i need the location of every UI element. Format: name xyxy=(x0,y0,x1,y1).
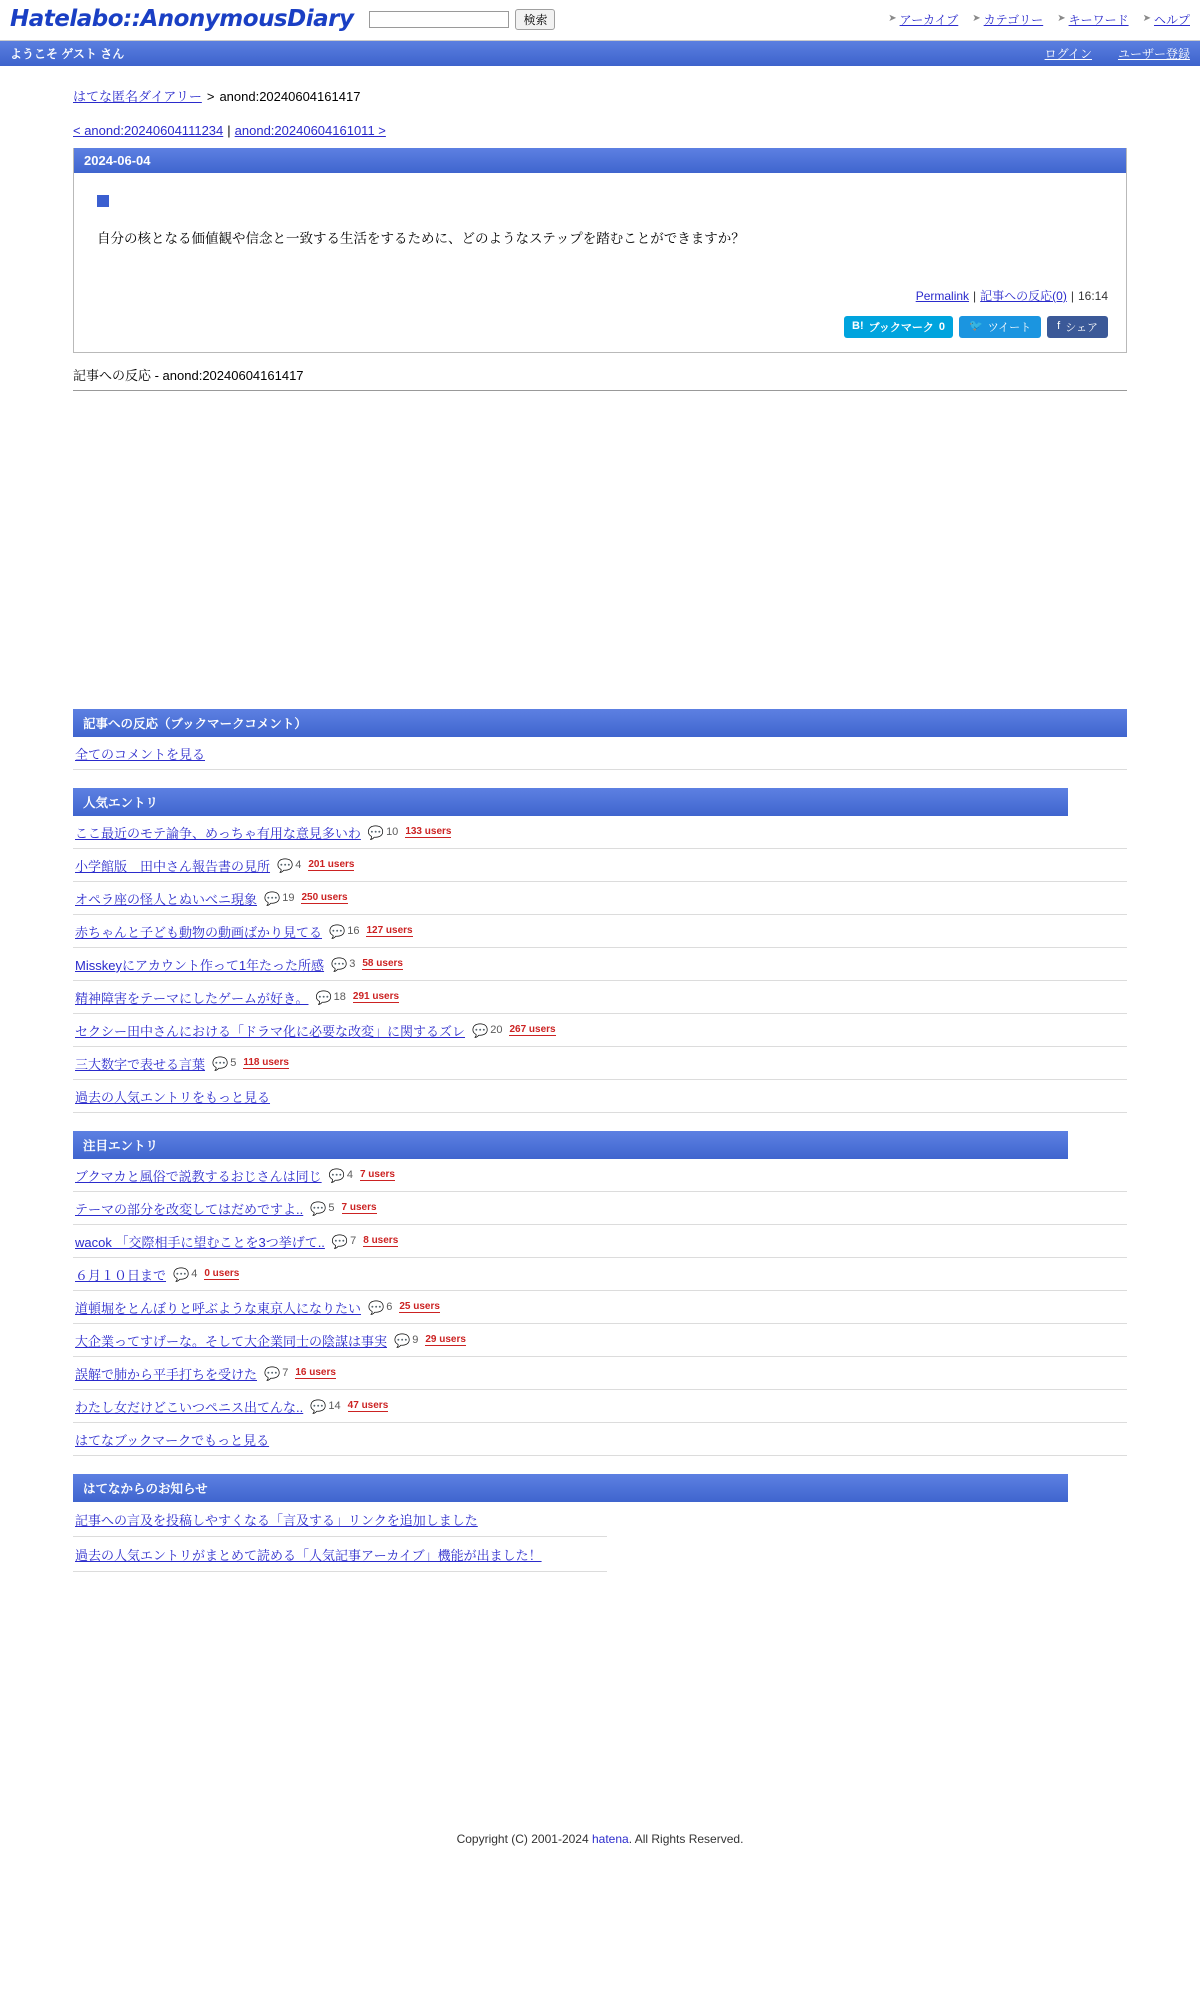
users-badge[interactable]: 58 users xyxy=(362,958,403,970)
list-item[interactable] xyxy=(73,1390,1127,1423)
comment-count-value: 9 xyxy=(412,1334,419,1347)
breadcrumb-home[interactable]: はてな匿名ダイアリー xyxy=(73,89,202,104)
entry-title-link[interactable]: Misskeyにアカウント作って1年たった所感 xyxy=(75,957,325,973)
entry-bullet-icon xyxy=(97,195,109,207)
entry-title-link[interactable]: わたし女だけどこいつペニス出てんな.. xyxy=(75,1399,304,1415)
search-input[interactable] xyxy=(369,11,509,28)
nav-label-category[interactable]: カテゴリー xyxy=(983,12,1044,27)
chevron-right-icon: ➤ xyxy=(888,13,897,24)
page-footer xyxy=(0,1822,1200,1870)
users-badge[interactable]: 0 users xyxy=(204,1268,240,1280)
comment-bubble-icon: 💬 xyxy=(329,923,346,939)
list-item[interactable] xyxy=(73,1047,1127,1080)
nav-item-archive[interactable] xyxy=(888,11,958,28)
entry-title-link[interactable]: セクシー田中さんにおける「ドラマ化に必要な改変」に関するズレ xyxy=(75,1023,466,1039)
comment-bubble-icon: 💬 xyxy=(212,1055,229,1071)
ad-placeholder xyxy=(60,391,1140,691)
featured-entries-module xyxy=(73,1131,1127,1456)
list-item[interactable] xyxy=(73,816,1127,849)
comment-count-value: 7 xyxy=(282,1367,289,1380)
site-logo[interactable] xyxy=(10,6,353,32)
entry-title-link[interactable]: ６月１０日まで xyxy=(75,1267,167,1283)
breadcrumb-current: anond:20240604161417 xyxy=(219,89,361,104)
copyright-suffix: . All Rights Reserved. xyxy=(628,1831,744,1846)
popular-more-link[interactable]: 過去の人気エントリをもっと見る xyxy=(75,1089,271,1105)
register-link[interactable]: ユーザー登録 xyxy=(1117,47,1190,61)
hatena-b-icon: B! xyxy=(852,320,864,333)
list-item[interactable] xyxy=(73,1324,1127,1357)
comment-count xyxy=(472,1024,502,1037)
entry-reactions-link[interactable]: 記事への反応(0) xyxy=(980,288,1067,303)
user-bar-actions xyxy=(1045,45,1190,62)
comment-count-value: 5 xyxy=(328,1202,335,1215)
comment-count-value: 20 xyxy=(490,1024,503,1037)
list-item[interactable] xyxy=(73,915,1127,948)
entry-title-link[interactable]: ここ最近のモテ論争、めっちゃ有用な意見多いわ xyxy=(75,825,361,841)
users-badge[interactable]: 291 users xyxy=(352,991,400,1003)
notices-header: はてなからのお知らせ xyxy=(73,1474,1068,1502)
entry-title-link[interactable]: 小学館版 田中さん報告書の見所 xyxy=(75,858,271,874)
logo-sub: AnonymousDiary xyxy=(140,6,354,32)
pager-next-link[interactable]: anond:20240604161011 > xyxy=(234,123,386,138)
entry-title-link[interactable]: 精神障害をテーマにしたゲームが好き。 xyxy=(75,990,309,1006)
comment-count-value: 4 xyxy=(346,1169,353,1182)
comment-bubble-icon: 💬 xyxy=(315,989,332,1005)
comment-count xyxy=(212,1057,236,1070)
entry-title-link[interactable]: 三大数字で表せる言葉 xyxy=(75,1056,206,1072)
comment-count xyxy=(315,991,345,1004)
comment-count xyxy=(368,1301,392,1314)
day-date-header: 2024-06-04 xyxy=(74,148,1126,173)
nav-item-category[interactable] xyxy=(972,11,1043,28)
entry-title-link[interactable]: ブクマカと風俗で説教するおじさんは同じ xyxy=(75,1168,322,1184)
entry-title-link[interactable]: オペラ座の怪人とぬいべニ現象 xyxy=(75,891,258,907)
entry-title-link[interactable]: 誤解で肺から平手打ちを受けた xyxy=(75,1366,258,1382)
welcome-text: ようこそ ゲスト さん xyxy=(10,47,125,61)
facebook-icon: f xyxy=(1057,320,1061,333)
list-item[interactable] xyxy=(73,948,1127,981)
hatena-link[interactable]: hatena xyxy=(591,1831,629,1846)
users-badge[interactable]: 127 users xyxy=(366,925,413,937)
users-badge[interactable]: 267 users xyxy=(509,1024,556,1036)
list-item[interactable] xyxy=(73,1357,1127,1390)
page-content xyxy=(60,66,1140,1822)
global-header xyxy=(0,0,1200,41)
comment-bubble-icon: 💬 xyxy=(472,1022,489,1038)
users-badge[interactable]: 118 users xyxy=(243,1057,289,1069)
comment-bubble-icon: 💬 xyxy=(310,1398,327,1414)
list-item[interactable] xyxy=(73,1225,1127,1258)
hatena-bookmark-label: ブックマーク xyxy=(868,321,934,334)
comment-bubble-icon: 💬 xyxy=(310,1200,327,1216)
nav-label-help[interactable]: ヘルプ xyxy=(1153,12,1190,27)
comment-count-value: 5 xyxy=(230,1057,237,1070)
breadcrumb xyxy=(73,86,1140,105)
entry-title-link[interactable]: 赤ちゃんと子ども動物の動画ばかり見てる xyxy=(75,924,323,940)
comment-bubble-icon: 💬 xyxy=(394,1332,411,1348)
entry-pager xyxy=(73,123,1140,138)
users-badge[interactable]: 7 users xyxy=(341,1202,377,1214)
users-badge[interactable]: 8 users xyxy=(363,1235,399,1247)
nav-label-keyword[interactable]: キーワード xyxy=(1068,12,1129,27)
comment-bubble-icon: 💬 xyxy=(264,1365,281,1381)
user-bar xyxy=(0,41,1200,66)
hatena-bookmark-count: 0 xyxy=(938,320,945,333)
comment-count-value: 14 xyxy=(328,1400,341,1413)
comment-count xyxy=(173,1268,197,1281)
facebook-share-button[interactable] xyxy=(1047,316,1108,338)
comment-count-value: 4 xyxy=(295,859,302,872)
comment-bubble-icon: 💬 xyxy=(331,956,348,972)
popular-entries-list xyxy=(73,816,1127,1113)
notice-link[interactable]: 記事への言及を投稿しやすくなる「言及する」リンクを追加しました xyxy=(75,1512,478,1528)
comment-count xyxy=(277,859,301,872)
footer-divider-1: | xyxy=(973,288,977,303)
chevron-right-icon: ➤ xyxy=(972,13,981,24)
comment-count xyxy=(329,1169,353,1182)
list-item[interactable] xyxy=(73,1502,607,1537)
tweet-button[interactable] xyxy=(959,316,1041,338)
list-item[interactable] xyxy=(73,1192,1127,1225)
permalink-link[interactable]: Permalink xyxy=(915,288,970,303)
comments-module xyxy=(73,709,1127,770)
entry-text: 自分の核となる価値観や信念と一致する生活をするために、どのようなステップを踏むことができますか？ xyxy=(97,231,745,246)
notices-module xyxy=(73,1474,1127,1572)
bottom-spacer xyxy=(60,1572,1140,1822)
list-item[interactable] xyxy=(73,1537,607,1572)
entry-body xyxy=(74,173,1126,352)
facebook-share-label: シェア xyxy=(1065,321,1098,334)
list-item[interactable] xyxy=(73,1291,1127,1324)
comment-count xyxy=(331,958,355,971)
list-item[interactable] xyxy=(73,1258,1127,1291)
list-item[interactable] xyxy=(73,1159,1127,1192)
global-nav xyxy=(888,11,1190,28)
users-badge[interactable]: 133 users xyxy=(405,826,452,838)
share-buttons xyxy=(92,316,1108,342)
nav-label-archive[interactable]: アーカイブ xyxy=(899,12,959,27)
comment-count-value: 18 xyxy=(333,991,346,1004)
popular-entries-header: 人気エントリ xyxy=(73,788,1068,816)
footer-divider-2: | xyxy=(1070,288,1074,303)
featured-entries-header: 注目エントリ xyxy=(73,1131,1068,1159)
popular-entries-module xyxy=(73,788,1127,1113)
comment-count-value: 16 xyxy=(347,925,360,938)
reaction-heading: 記事への反応 - anond:20240604161417 xyxy=(73,365,1127,391)
logo-separator: :: xyxy=(123,6,141,32)
comment-bubble-icon: 💬 xyxy=(331,1233,349,1249)
hatena-bookmark-button[interactable] xyxy=(844,316,953,338)
comment-bubble-icon: 💬 xyxy=(173,1266,190,1282)
comment-count xyxy=(332,1235,356,1248)
list-item[interactable] xyxy=(73,1014,1127,1047)
list-item[interactable] xyxy=(73,981,1127,1014)
comment-bubble-icon: 💬 xyxy=(368,1299,385,1315)
featured-more-link[interactable]: はてなブックマークでもっと見る xyxy=(75,1432,270,1448)
breadcrumb-separator: > xyxy=(206,89,215,104)
logo-main: Hatelabo xyxy=(10,6,124,32)
users-badge[interactable]: 201 users xyxy=(308,859,355,871)
pager-prev-link[interactable]: < anond:20240604111234 xyxy=(73,123,224,138)
copyright-prefix: Copyright (C) 2001-2024 xyxy=(456,1831,592,1846)
comment-count xyxy=(310,1202,334,1215)
users-badge[interactable]: 7 users xyxy=(359,1169,395,1181)
list-item[interactable] xyxy=(73,849,1127,882)
login-link[interactable]: ログイン xyxy=(1044,47,1092,61)
see-all-comments-row xyxy=(73,737,1127,770)
comment-count xyxy=(394,1334,418,1347)
comment-count-value: 6 xyxy=(386,1301,393,1314)
entry-time: 16:14 xyxy=(1077,288,1108,303)
search-button[interactable]: 検索 xyxy=(515,9,555,30)
featured-more-row xyxy=(73,1423,1127,1456)
users-badge[interactable]: 250 users xyxy=(301,892,348,904)
comments-module-header: 記事への反応（ブックマークコメント） xyxy=(73,709,1127,737)
comment-count-value: 7 xyxy=(350,1235,357,1248)
comment-bubble-icon: 💬 xyxy=(367,824,385,840)
chevron-right-icon: ➤ xyxy=(1057,13,1066,24)
comment-count-value: 10 xyxy=(386,826,399,839)
users-badge[interactable]: 47 users xyxy=(347,1400,389,1412)
entry-title-link[interactable]: 道頓堀をとんぼりと呼ぶような東京人になりたい xyxy=(75,1300,362,1316)
list-item[interactable] xyxy=(73,882,1127,915)
see-all-comments-link[interactable]: 全てのコメントを見る xyxy=(75,746,206,762)
search-form xyxy=(369,9,555,30)
users-badge[interactable]: 25 users xyxy=(399,1301,440,1313)
comment-count xyxy=(329,925,359,938)
entry-title-link[interactable]: テーマの部分を改変してはだめですよ.. xyxy=(75,1201,304,1217)
entry-title-link[interactable]: 大企業ってすげーな。そして大企業同士の陰謀は事実 xyxy=(75,1333,388,1349)
diary-day xyxy=(73,148,1127,353)
comment-bubble-icon: 💬 xyxy=(328,1167,345,1183)
twitter-bird-icon: 🐦 xyxy=(969,320,983,333)
comment-count-value: 19 xyxy=(282,892,295,905)
chevron-right-icon: ➤ xyxy=(1142,13,1151,24)
users-badge[interactable]: 29 users xyxy=(425,1334,466,1346)
tweet-label: ツイート xyxy=(987,321,1032,334)
nav-item-keyword[interactable] xyxy=(1057,11,1128,28)
popular-more-row xyxy=(73,1080,1127,1113)
comment-bubble-icon: 💬 xyxy=(277,857,294,873)
featured-entries-list xyxy=(73,1159,1127,1456)
entry-footer xyxy=(92,287,1108,304)
comment-count xyxy=(368,826,398,839)
comment-bubble-icon: 💬 xyxy=(264,890,281,906)
nav-item-help[interactable] xyxy=(1143,11,1190,28)
pager-divider: | xyxy=(227,123,231,138)
entry-title-link[interactable]: wacok 「交際相手に望むことを3つ挙げて.. xyxy=(75,1234,325,1250)
comment-count xyxy=(264,892,294,905)
notice-link[interactable]: 過去の人気エントリがまとめて読める「人気記事アーカイブ」機能が出ました！ xyxy=(75,1547,542,1563)
comment-count xyxy=(264,1367,288,1380)
comment-count-value: 4 xyxy=(191,1268,198,1281)
users-badge[interactable]: 16 users xyxy=(295,1367,336,1379)
comment-count-value: 3 xyxy=(349,958,356,971)
comment-count xyxy=(310,1400,340,1413)
